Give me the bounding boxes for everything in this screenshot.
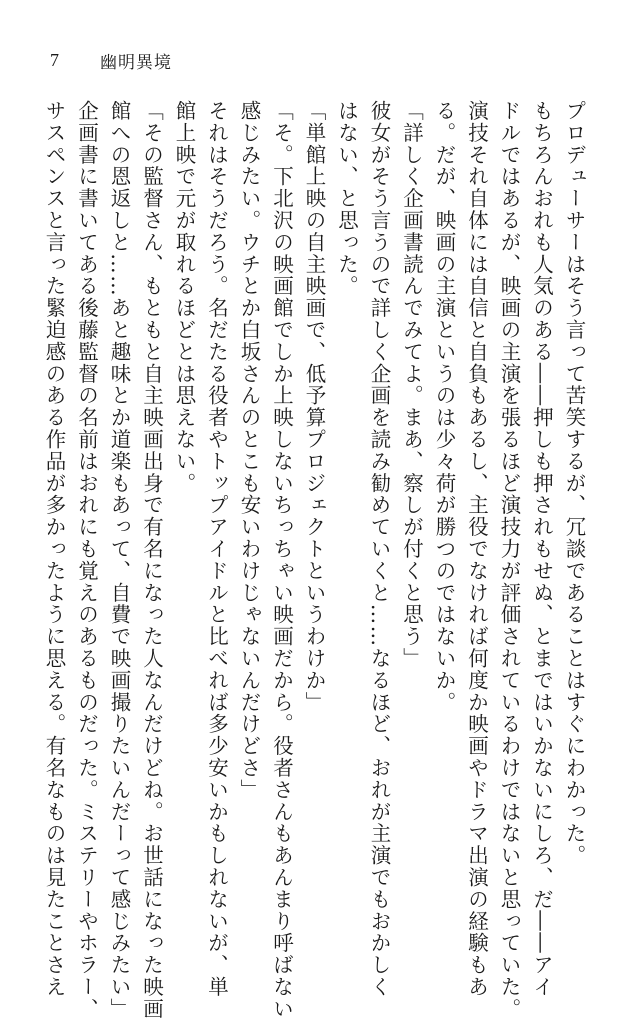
text-line: 演技それ自体には自信と自負もあるし、主役でなければ何度か映画やドラマ出演の経験もあ bbox=[464, 100, 489, 998]
text-line: 感じみたい。ウチとか白坂さんのとこも安いわけじゃないんだけどさ」 bbox=[237, 100, 261, 801]
text-line: はない、と思った。 bbox=[334, 100, 359, 298]
text-line: サスペンスと言った緊迫感のある作品が多かったように思える。有名なものは見たことさえ bbox=[42, 100, 66, 998]
text-line: る。だが、映画の主演というのは少々荷が勝つのではないか。 bbox=[432, 100, 456, 714]
text-line: 「詳しく企画書読んでみてよ。まあ、察しが付くと思う」 bbox=[399, 100, 424, 670]
text-line: 「その監督さん、もともと自主映画出身で有名になった人なんだけどね。お世話になった映画 bbox=[139, 100, 164, 1020]
text-line: ドルではあるが、映画の主演を張るほど演技力が評価されているわけではないと思っていた。 bbox=[497, 100, 521, 1020]
running-title: 幽明異境 bbox=[100, 52, 172, 73]
text-line: もちろんおれも人気のある――押しも押されもせぬ、とまではいかないにしろ、だ――アイ bbox=[529, 100, 554, 998]
text-line: 館への恩返しと……あと趣味とか道楽もあって、自費で映画撮りたいんだーって感じみたい」 bbox=[107, 100, 131, 1020]
text-line: 彼女がそう言うので詳しく企画を読み勧めていくと……なるほど、おれが主演でもおかしく bbox=[367, 100, 391, 998]
page-header bbox=[50, 48, 172, 72]
page-number: 7 bbox=[50, 49, 60, 70]
text-line: プロデューサーはそう言って苦笑するが、冗談であることはすぐにわかった。 bbox=[562, 100, 586, 867]
text-line: 「そ。下北沢の映画館でしか上映しないちっちゃい映画だから。役者さんもあんまり呼ばない bbox=[269, 100, 294, 1020]
text-line: 「単館上映の自主映画で、低予算プロジェクトというわけか」 bbox=[302, 100, 326, 714]
text-line: それはそうだろう。名だたる役者やトップアイドルと比べれば多少安いかもしれないが、単 bbox=[204, 100, 229, 998]
text-line: 館上映で元が取れるほどとは思えない。 bbox=[172, 100, 196, 495]
body-text bbox=[42, 100, 590, 1020]
text-line: 企画書に書いてある後藤監督の名前はおれにも覚えのあるものだった。ミステリーやホラー、 bbox=[74, 100, 99, 1020]
